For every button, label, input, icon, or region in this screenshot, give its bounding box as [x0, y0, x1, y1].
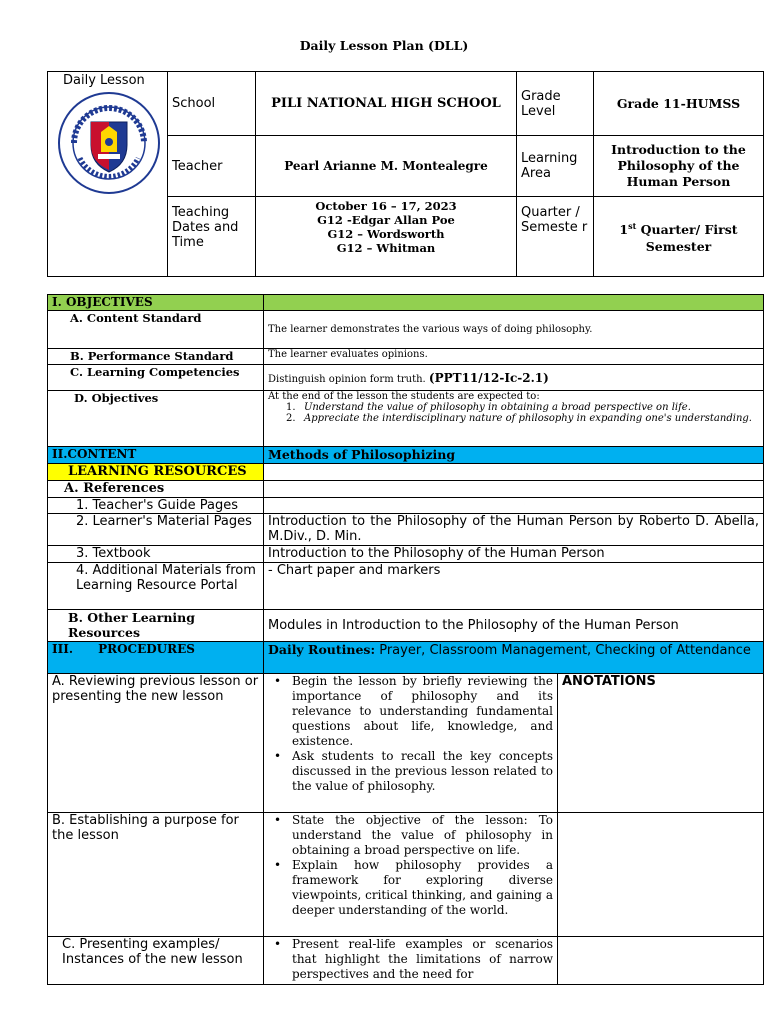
- lm-label: 2. Learner's Material Pages: [48, 514, 264, 546]
- step-b-content: [264, 813, 558, 937]
- school-label: School: [168, 72, 256, 136]
- objective-number: 2.: [286, 413, 296, 424]
- tg-value: [264, 498, 764, 514]
- logo-caption: Daily Lesson: [63, 73, 145, 88]
- list-item: • Explain how philosophy provides a framework for exploring diverse viewpoints, critical thinking, and gaining a deeper understanding of the world.: [292, 858, 553, 918]
- objective-number: 1.: [286, 402, 296, 413]
- procedures-heading: III. PROCEDURES: [48, 642, 264, 674]
- resources-heading-fill: [264, 464, 764, 481]
- other-resources-label: B. Other Learning Resources: [48, 610, 264, 642]
- page-title: Daily Lesson Plan (DLL): [299, 38, 469, 53]
- objective-text: Understand the value of philosophy in obtaining a broad perspective on life.: [304, 402, 691, 413]
- grade-value: Grade 11-HUMSS: [594, 72, 764, 136]
- competencies-code: (PPT11/12-Ic-2.1): [428, 370, 549, 385]
- dates-line: October 16 – 17, 2023: [315, 199, 457, 213]
- content-value: Methods of Philosophizing: [264, 447, 764, 464]
- quarter-rest: Quarter/ First Semester: [636, 222, 738, 254]
- dates-label: Teaching Dates and Time: [168, 197, 256, 277]
- routines-label: Daily Routines:: [268, 642, 376, 657]
- dates-line: G12 – Whitman: [336, 241, 436, 255]
- content-standard-label: A. Content Standard: [48, 311, 264, 349]
- references-fill: [264, 481, 764, 498]
- competencies-value: [264, 365, 764, 391]
- objective-text: Appreciate the interdisciplinary nature of philosophy in expanding one's understanding.: [304, 413, 752, 424]
- school-value: PILI NATIONAL HIGH SCHOOL: [256, 72, 517, 136]
- textbook-value: Introduction to the Philosophy of the Human Person: [264, 546, 764, 563]
- dates-line: G12 – Wordsworth: [327, 227, 445, 241]
- objectives-heading-fill: [264, 295, 764, 311]
- step-c-annotation: [558, 937, 764, 985]
- textbook-label: 3. Textbook: [48, 546, 264, 563]
- list-item: • Ask students to recall the key concepts discussed in the previous lesson related to the value of philosophy.: [292, 749, 553, 794]
- routines-value: Prayer, Classroom Management, Checking of Attendance: [375, 643, 751, 658]
- competencies-label: C. Learning Competencies: [48, 365, 264, 391]
- teacher-label: Teacher: [168, 136, 256, 197]
- step-a-content: [264, 674, 558, 813]
- competencies-text: Distinguish opinion form truth.: [268, 373, 426, 385]
- quarter-label: Quarter / Semeste r: [517, 197, 594, 277]
- list-item: • State the objective of the lesson: To understand the value of philosophy in obtaining a broad perspective on life.: [292, 813, 553, 858]
- quarter-value: [594, 197, 764, 277]
- grade-label: Grade Level: [517, 72, 594, 136]
- daily-routines: [264, 642, 764, 674]
- step-a-list: [268, 674, 553, 794]
- objectives-list: [268, 402, 759, 424]
- resources-heading: LEARNING RESOURCES: [48, 464, 264, 481]
- lesson-table: [47, 294, 764, 985]
- content-heading: II.CONTENT: [48, 447, 264, 464]
- learning-area-value: Introduction to the Philosophy of the Human Person: [594, 136, 764, 197]
- step-a-label: A. Reviewing previous lesson or presenting the new lesson: [48, 674, 264, 813]
- step-c-label: C. Presenting examples/ Instances of the new lesson: [48, 937, 264, 985]
- objective-item: [286, 402, 759, 413]
- header-table: [47, 71, 764, 277]
- step-b-list: [268, 813, 553, 918]
- step-b-annotation: [558, 813, 764, 937]
- additional-materials-label: 4. Additional Materials from Learning Resource Portal: [48, 563, 264, 610]
- performance-standard-value: The learner evaluates opinions.: [264, 349, 764, 365]
- tg-label: 1. Teacher's Guide Pages: [48, 498, 264, 514]
- logo-cell: [48, 72, 168, 277]
- objectives-heading: I. OBJECTIVES: [48, 295, 264, 311]
- performance-standard-label: B. Performance Standard: [48, 349, 264, 365]
- annotations-header: ANOTATIONS: [558, 674, 764, 813]
- objectives-intro: At the end of the lesson the students are expected to:: [268, 391, 540, 402]
- step-c-content: [264, 937, 558, 985]
- objective-item: [286, 413, 759, 424]
- step-b-label: B. Establishing a purpose for the lesson: [48, 813, 264, 937]
- other-resources-value: Modules in Introduction to the Philosophy of the Human Person: [264, 610, 764, 642]
- list-item: • Present real-life examples or scenarios that highlight the limitations of narrow perspectives and the need for: [292, 937, 553, 982]
- deped-seal-icon: [56, 90, 162, 196]
- dates-value: [256, 197, 517, 277]
- objectives-value: [264, 391, 764, 447]
- lm-value: Introduction to the Philosophy of the Human Person by Roberto D. Abella, M.Div., D. Min.: [264, 514, 764, 546]
- quarter-ordinal: 1: [619, 222, 629, 238]
- content-standard-value: The learner demonstrates the various ways of doing philosophy.: [264, 311, 764, 349]
- step-c-list: [268, 937, 553, 982]
- learning-area-label: Learning Area: [517, 136, 594, 197]
- dates-line: G12 -Edgar Allan Poe: [317, 213, 455, 227]
- list-item: • Begin the lesson by briefly reviewing the importance of philosophy and its relevance to understanding fundamental questions about life, knowledge, and existence.: [292, 674, 553, 749]
- references-label: A. References: [48, 481, 264, 498]
- teacher-value: Pearl Arianne M. Montealegre: [256, 136, 517, 197]
- quarter-sup: st: [628, 221, 637, 232]
- objectives-label: D. Objectives: [48, 391, 264, 447]
- additional-materials-value: - Chart paper and markers: [264, 563, 764, 610]
